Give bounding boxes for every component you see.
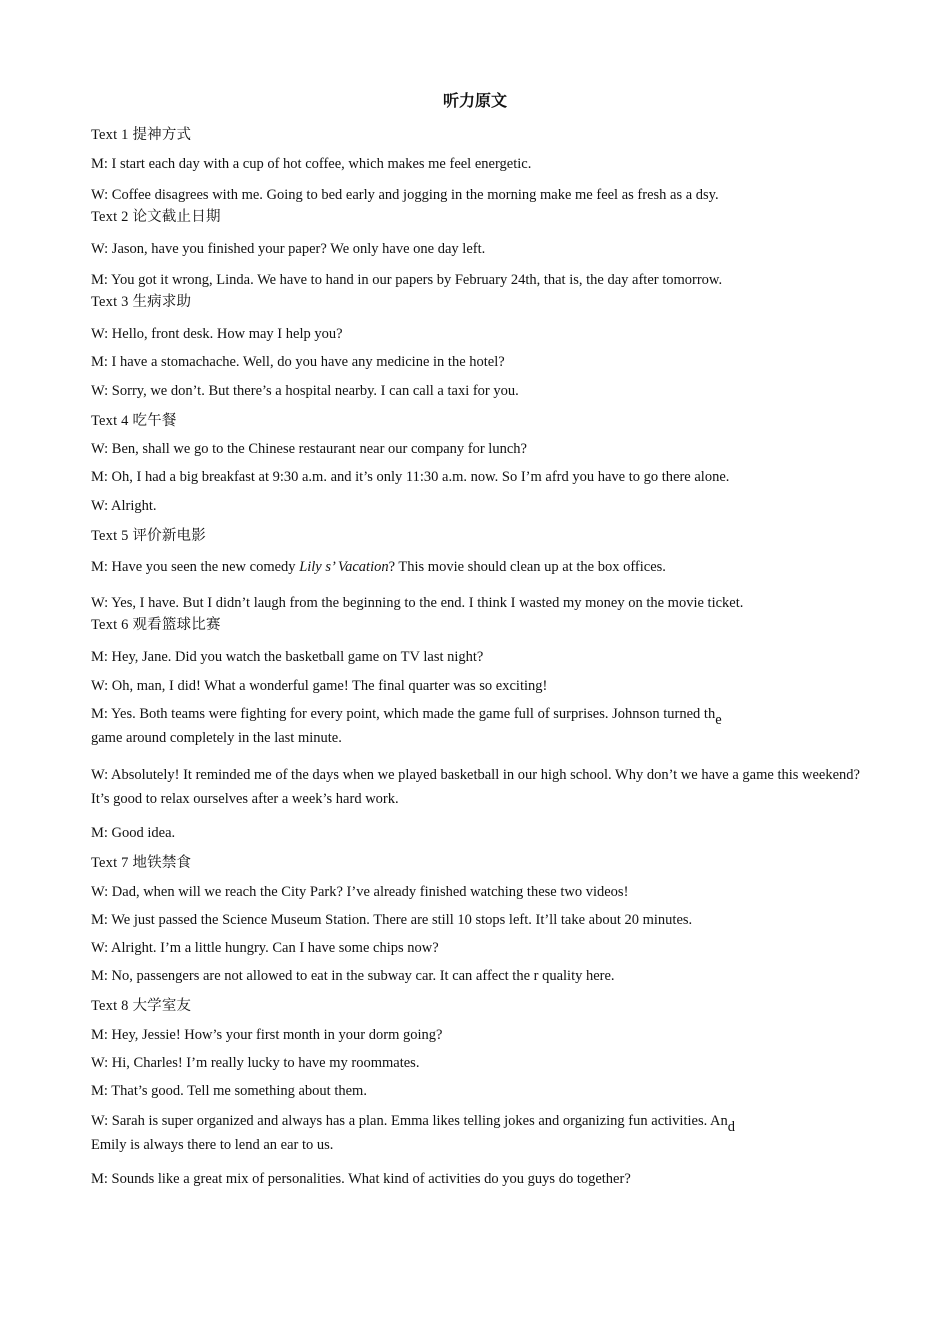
text6-paragraph-2: W: Absolutely! It reminded me of the days when we played basketball in our high school. Why don’t we have a game this weekend? It’s good to relax ourselves after a week’s hard work. xyxy=(91,767,860,807)
text6-last-line: M: Good idea. xyxy=(91,825,176,841)
text3-line-2: M: I have a stomachache. Well, do you have any medicine in the hotel? xyxy=(91,354,505,370)
text6-paragraph-1 xyxy=(91,702,860,750)
text8-line-3: M: That’s good. Tell me something about them. xyxy=(91,1083,367,1099)
text7-heading: Text 7 地铁禁食 xyxy=(91,855,192,871)
text5-line-1-suffix: ? This movie should clean up at the box offices. xyxy=(388,559,666,575)
text8-paragraph-1 xyxy=(91,1109,860,1157)
text8-paragraph-1-main: W: Sarah is super organized and always has a plan. Emma likes telling jokes and organizing fun activities. An xyxy=(91,1113,728,1129)
text3-heading: Text 3 生病求助 xyxy=(91,294,192,310)
text6-line-2: W: Oh, man, I did! What a wonderful game! The final quarter was so exciting! xyxy=(91,678,548,694)
text4-line-2: M: Oh, I had a big breakfast at 9:30 a.m. and it’s only 11:30 a.m. now. So I’m afrd you have to go there alone. xyxy=(91,469,730,485)
text7-line-4: M: No, passengers are not allowed to eat in the subway car. It can affect the r quality here. xyxy=(91,968,615,984)
text8-paragraph-1-tail: d xyxy=(727,1119,736,1135)
text7-line-3: W: Alright. I’m a little hungry. Can I have some chips now? xyxy=(91,940,439,956)
text4-line-3: W: Alright. xyxy=(91,498,157,514)
text5-line-2: W: Yes, I have. But I didn’t laugh from the beginning to the end. I think I wasted my money on the movie ticket. xyxy=(91,595,744,611)
text6-paragraph-1-tail: e xyxy=(715,712,722,728)
text6-paragraph-1-rest: game around completely in the last minute. xyxy=(91,730,342,746)
text8-heading: Text 8 大学室友 xyxy=(91,998,192,1014)
page-title: 听力原文 xyxy=(442,93,507,110)
text1-line-1: M: I start each day with a cup of hot coffee, which makes me feel energetic. xyxy=(91,156,532,172)
text8-line-2: W: Hi, Charles! I’m really lucky to have my roommates. xyxy=(91,1055,420,1071)
text7-line-2: M: We just passed the Science Museum Station. There are still 10 stops left. It’ll take about 20 minutes. xyxy=(91,912,693,928)
text2-line-1: W: Jason, have you finished your paper? We only have one day left. xyxy=(91,241,486,257)
text7-line-1: W: Dad, when will we reach the City Park? I’ve already finished watching these two videos! xyxy=(91,884,629,900)
text8-paragraph-1-rest: Emily is always there to lend an ear to us. xyxy=(91,1137,334,1153)
text1-line-2: W: Coffee disagrees with me. Going to bed early and jogging in the morning make me feel as fresh as a dsy. xyxy=(91,187,719,203)
movie-title: Lily s’ Vacation xyxy=(299,559,389,575)
text3-line-1: W: Hello, front desk. How may I help you? xyxy=(91,326,343,342)
text5-heading: Text 5 评价新电影 xyxy=(91,528,206,544)
text8-last-line: M: Sounds like a great mix of personalities. What kind of activities do you guys do together? xyxy=(91,1171,631,1187)
text1-heading: Text 1 提神方式 xyxy=(91,127,192,143)
text8-line-1: M: Hey, Jessie! How’s your first month in your dorm going? xyxy=(91,1027,443,1043)
text6-heading: Text 6 观看篮球比赛 xyxy=(91,617,221,633)
text6-line-1: M: Hey, Jane. Did you watch the basketball game on TV last night? xyxy=(91,649,484,665)
text2-heading: Text 2 论文截止日期 xyxy=(91,209,221,225)
text6-paragraph-1-main: M: Yes. Both teams were fighting for every point, which made the game full of surprises. Johnson turned th xyxy=(91,706,716,722)
text2-line-2: M: You got it wrong, Linda. We have to hand in our papers by February 24th, that is, the day after tomorrow. xyxy=(91,272,723,288)
text3-line-3: W: Sorry, we don’t. But there’s a hospital nearby. I can call a taxi for you. xyxy=(91,383,519,399)
text4-heading: Text 4 吃午餐 xyxy=(91,413,177,429)
text5-line-1 xyxy=(91,557,860,577)
text4-line-1: W: Ben, shall we go to the Chinese restaurant near our company for lunch? xyxy=(91,441,527,457)
text5-line-1-prefix: M: Have you seen the new comedy xyxy=(91,559,300,575)
